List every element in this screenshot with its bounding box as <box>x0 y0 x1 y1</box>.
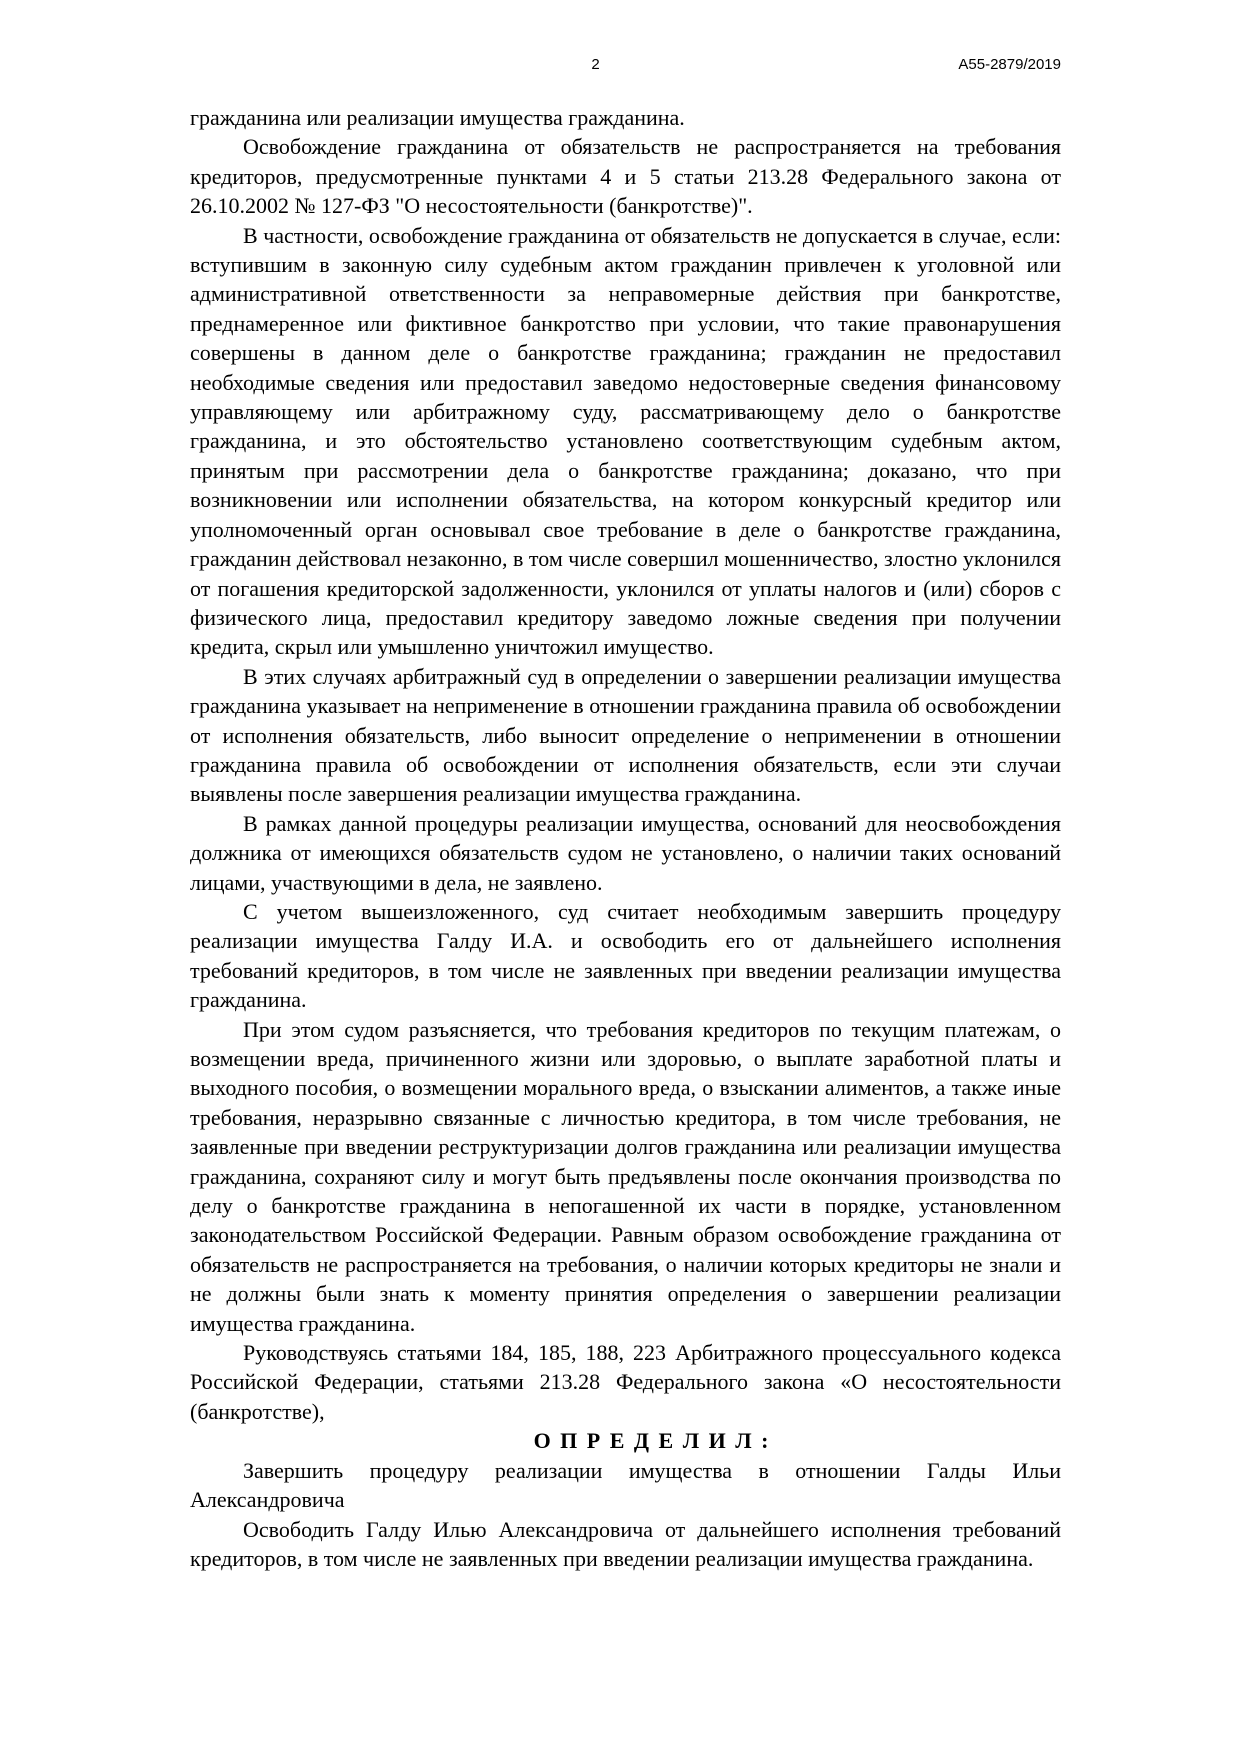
document-paragraph: При этом судом разъясняется, что требования кредиторов по текущим платежам, о возмещении вреда, причиненного жизни или здоровью, о выплате заработной платы и выходного пособия, о возмещении морального вреда, о взыскании алиментов, а также иные требования, неразрывно связанные с личностью кредитора, в том числе требования, не заявленные при введении реструктуризации долгов гражданина или реализации имущества гражданина, сохраняют силу и могут быть предъявлены после окончания производства по делу о банкротстве гражданина в непогашенной их части в порядке, установленном законодательством Российской Федерации. Равным образом освобождение гражданина от обязательств не распространяется на требования, о наличии которых кредиторы не знали и не должны были знать к моменту принятия определения о завершении реализации имущества гражданина. <box>190 1016 1061 1336</box>
case-number: А55-2879/2019 <box>958 56 1061 73</box>
page-header <box>190 56 1061 78</box>
ruling-paragraph: Освободить Галду Илью Александровича от дальнейшего исполнения требований кредиторов, в том числе не заявленных при введении реализации имущества гражданина. <box>190 1516 1061 1571</box>
document-paragraph: Освобождение гражданина от обязательств не распространяется на требования кредиторов, предусмотренные пунктами 4 и 5 статьи 213.28 Федерального закона от 26.10.2002 № 127-ФЗ "О несостоятельности (банкротстве)". <box>190 134 1061 219</box>
document-paragraph: Руководствуясь статьями 184, 185, 188, 223 Арбитражного процессуального кодекса Российской Федерации, статьями 213.28 Федерального закона «О несостоятельности (банкротстве), <box>190 1340 1061 1424</box>
document-paragraph: С учетом вышеизложенного, суд считает необходимым завершить процедуру реализации имущества Галду И.А. и освободить его от дальнейшего исполнения требований кредиторов, в том числе не заявленных при введении реализации имущества гражданина. <box>190 898 1061 1013</box>
ruling-heading: О П Р Е Д Е Л И Л : <box>533 1428 771 1454</box>
paragraph-continuation: гражданина или реализации имущества гражданина. <box>190 105 685 130</box>
page-number: 2 <box>591 56 600 73</box>
document-paragraph: В частности, освобождение гражданина от обязательств не допускается в случае, если: вступившим в законную силу судебным актом гражданин привлечен к уголовной или административной ответственности за неправомерные действия при банкротстве, преднамеренное или фиктивное банкротство при условии, что такие правонарушения совершены в данном деле о банкротстве гражданина; гражданин не предоставил необходимые сведения или предоставил заведомо недостоверные сведения финансовому управляющему или арбитражному суду, рассматривающему дело о банкротстве гражданина, и это обстоятельство установлено соответствующим судебным актом, принятым при рассмотрении дела о банкротстве гражданина; доказано, что при возникновении или исполнении обязательства, на котором конкурсный кредитор или уполномоченный орган основывал свое требование в деле о банкротстве гражданина, гражданин действовал незаконно, в том числе совершил мошенничество, злостно уклонился от погашения кредиторской задолженности, уклонился от уплаты налогов и (или) сборов с физического лица, предоставил кредитору заведомо ложные сведения при получении кредита, скрыл или умышленно уничтожил имущество. <box>190 222 1061 660</box>
document-paragraph: В рамках данной процедуры реализации имущества, оснований для неосвобождения должника от имеющихся обязательств судом не установлено, о наличии таких оснований лицами, участвующими в дела, не заявлено. <box>190 810 1061 895</box>
ruling-paragraph: Завершить процедуру реализации имущества в отношении Галды Ильи Александровича <box>190 1457 1061 1513</box>
document-paragraph: В этих случаях арбитражный суд в определении о завершении реализации имущества гражданина указывает на неприменение в отношении гражданина правила об освобождении от исполнения обязательств, либо выносит определение о неприменении в отношении гражданина правила об освобождении от исполнения обязательств, если эти случаи выявлены после завершения реализации имущества гражданина. <box>190 663 1061 807</box>
document-body <box>190 103 1061 1573</box>
